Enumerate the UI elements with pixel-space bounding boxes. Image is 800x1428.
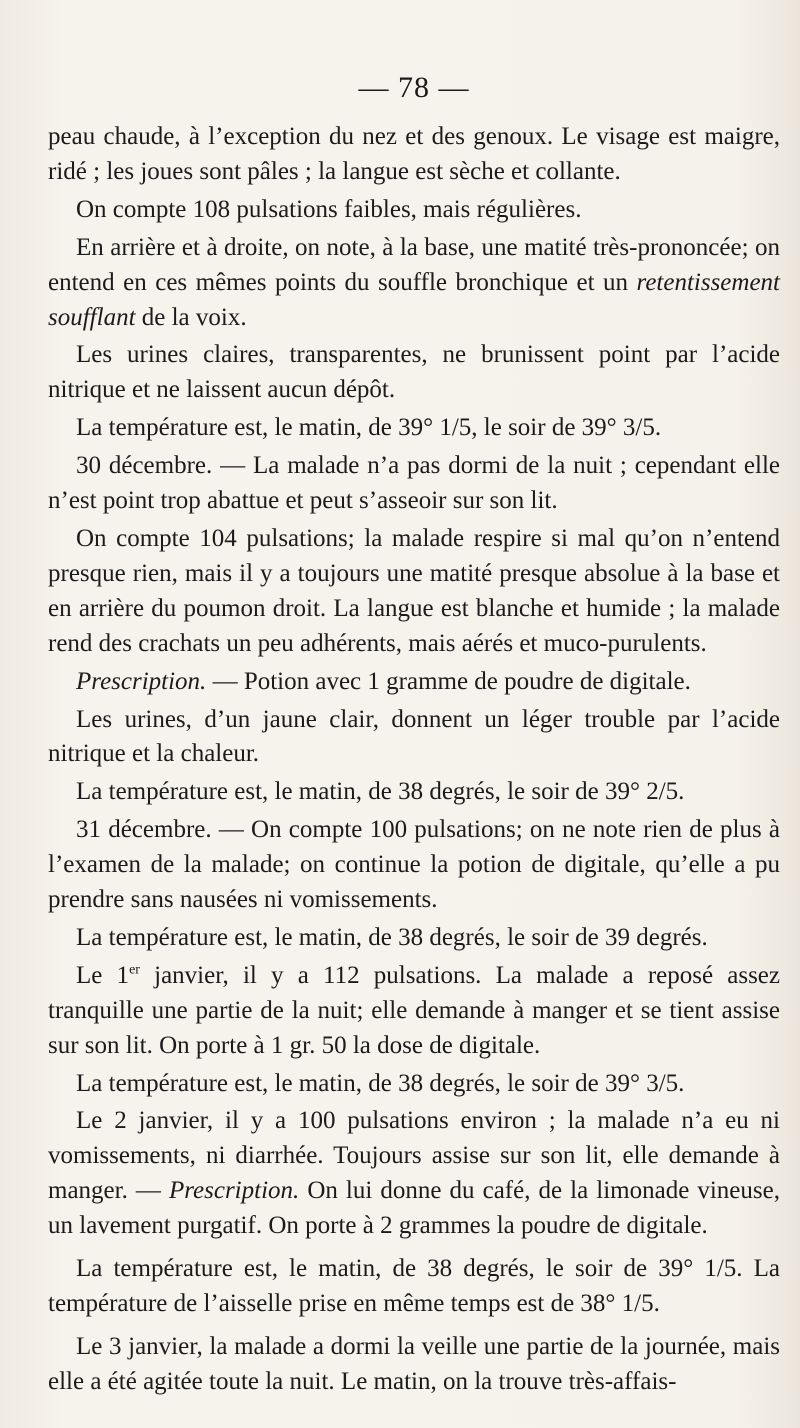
paragraph: En arrière et à droite, on note, à la base, une matité très-prononcée; on entend en ces mêmes points du souffle bronchique et un retentissement soufflant de la voix. — [48, 233, 780, 331]
paragraph: Le 2 janvier, il y a 100 pulsations environ ; la malade n’a eu ni vomissements, ni diarrhée. Toujours assise sur son lit, elle demande à manger. — Prescription. On lui donne du café, de la limonade vineuse, un lavement purgatif. On porte à 2 grammes la poudre de digitale. — [48, 1107, 780, 1240]
page-number: — 78 — — [358, 71, 470, 104]
superscript: er — [129, 962, 140, 978]
paragraph: peau chaude, à l’exception du nez et des genoux. Le visage est maigre, ridé ; les joues sont pâles ; la langue est sèche et collante. — [48, 123, 780, 185]
paragraph: Prescription. — Potion avec 1 gramme de poudre de digitale. — [76, 667, 691, 695]
paragraph: La température est, le matin, de 38 degrés, le soir de 39° 2/5. — [76, 778, 685, 806]
paragraph: 30 décembre. — La malade n’a pas dormi de la nuit ; cependant elle n’est point trop abattue et peut s’asseoir sur son lit. — [48, 452, 780, 515]
body-text — [48, 120, 780, 1400]
paragraph: Les urines, d’un jaune clair, donnent un léger trouble par l’acide nitrique et la chaleur. — [48, 705, 780, 768]
paragraph: On compte 104 pulsations; la malade respire si mal qu’on n’entend presque rien, mais il y a toujours une matité presque absolue à la base et en arrière du poumon droit. La langue est blanche et humide ; la malade rend des crachats un peu adhérents, mais aérés et muco-purulents. — [48, 524, 780, 657]
italic-phrase: Prescription. — [76, 667, 207, 695]
paragraph: On compte 108 pulsations faibles, mais régulières. — [76, 195, 582, 223]
italic-phrase: retentissement soufflant — [48, 268, 780, 331]
paragraph: Les urines claires, transparentes, ne brunissent point par l’acide nitrique et ne laissent aucun dépôt. — [48, 341, 780, 404]
paragraph: La température est, le matin, de 39° 1/5, le soir de 39° 3/5. — [76, 414, 662, 442]
paragraph: Le 1er janvier, il y a 112 pulsations. La malade a reposé assez tranquille une partie de la nuit; elle demande à manger et se tient assise sur son lit. On porte à 1 gr. 50 la dose de digitale. — [48, 961, 780, 1059]
paragraph: 31 décembre. — On compte 100 pulsations; on ne note rien de plus à l’examen de la malade; on continue la potion de digitale, qu’elle a pu prendre sans nausées ni vomissements. — [48, 816, 780, 914]
italic-phrase: Prescription. — [168, 1177, 300, 1205]
paragraph: La température est, le matin, de 38 degrés, le soir de 39 degrés. — [76, 923, 708, 951]
paragraph: Le 3 janvier, la malade a dormi la veille une partie de la journée, mais elle a été agitée toute la nuit. Le matin, on la trouve très-affais- — [48, 1332, 780, 1395]
paragraph: La température est, le matin, de 38 degrés, le soir de 39° 3/5. — [76, 1069, 685, 1097]
paragraph: La température est, le matin, de 38 degrés, le soir de 39° 1/5. La température de l’aisselle prise en même temps est de 38° 1/5. — [48, 1255, 780, 1317]
